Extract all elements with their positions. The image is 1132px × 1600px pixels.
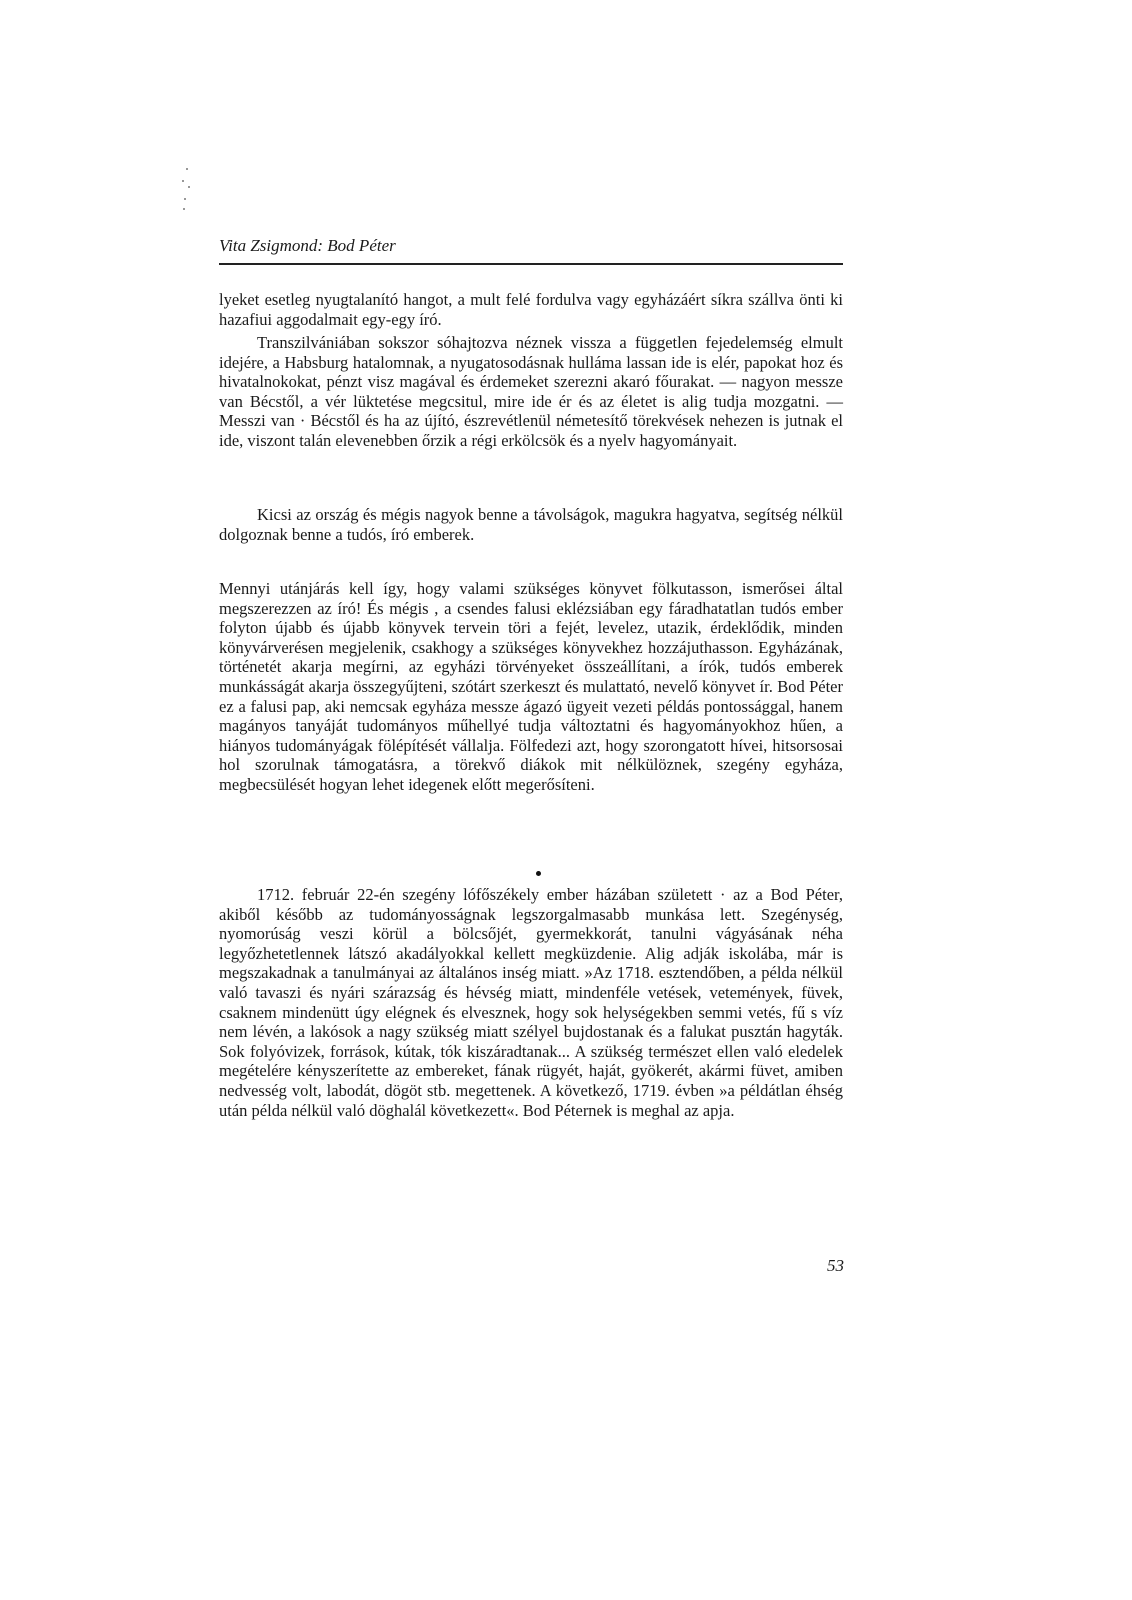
ink-dot xyxy=(536,871,541,876)
paragraph-4: Mennyi utánjárás kell így, hogy valami szükséges könyvet fölkutasson, ismerősei által megszerezzen az író! És mégis , a csendes falusi eklézsiában egy fáradhatatlan tudós ember folyton újabb és újabb könyvek tervein töri a fejét, levelez, utazik, érdeklődik, minden könyvárverésen megjelenik, csakhogy a szükséges könyvekhez hozzájuthasson. Egyházának, történetét akarja megírni, az egyházi törvényeket összeállítani, a írók, tudós emberek munkásságát akarja összegyűjteni, szótárt szerkeszt és mulattató, nevelő könyvet ír. Bod Péter ez a falusi pap, aki nemcsak egyháza messze ágazó ügyeit vezeti példás pontossággal, hanem magányos tanyáját tudományos műhellyé tudja változtatni és hagyományokhoz hűen, a hiányos tudományágak fölépítését vállalja. Fölfedezi azt, hogy szorongatott hívei, hitsorsosai hol szorulnak támogatásra, a törekvő diákok mit nélkülöznek, szegény egyháza, megbecsülését hogyan lehet idegenek előtt megerősíteni. xyxy=(219,579,843,794)
page-number: 53 xyxy=(827,1256,844,1275)
paragraph-2: Transzilvániában sokszor sóhajtozva néznek vissza a független fejedelemség elmult idejére, a Habsburg hatalomnak, a nyugatosodásnak hulláma lassan ide is elér, papokat hoz és hivatalnokokat, pénzt visz magával és érdemeket szerezni akaró főurakat. — nagyon messze van Bécstől, a vér lüktetése megcsitul, mire ide ér és az életet is alig tudja mozgatni. — Messzi van · Bécstől és ha az újító, észrevétlenül németesítő törekvések nehezen is jutnak el ide, viszont talán elevenebben őrzik a régi erkölcsök és a nyelv hagyományait. xyxy=(219,333,843,450)
paragraph-1: lyeket esetleg nyugtalanító hangot, a mult felé fordulva vagy egyházáért síkra szállva önti ki hazafiui aggodalmait egy-egy író. xyxy=(219,290,843,329)
running-title: Vita Zsigmond: Bod Péter xyxy=(219,236,396,255)
header-rule xyxy=(219,263,843,265)
paragraph-5: 1712. február 22-én szegény lófőszékely ember házában született · az a Bod Péter, akiből később az tudományosságnak legszorgalmasabb munkása lett. Szegénység, nyomorúság veszi körül a bölcsőjét, gyermekkorát, tanulni vágyásának néha legyőzhetetlennek látszó akadályokkal kellett megküzdenie. Alig adják iskolába, már is megszakadnak a tanulmányai az általános inség miatt. »Az 1718. esztendőben, a példa nélkül való tavaszi és nyári szárazság és hévség miatt, mindenféle vetések, vetemények, füvek, csaknem mindenütt úgy elégnek és elvesznek, hogy sok helységekben semmi vetés, fű s víz nem lévén, a lakósok a nagy szükség miatt szélyel bujdostanak és a falukat pusztán hagyták. Sok folyóvizek, források, kútak, tók kiszáradtanak... A szükség természet ellen való eledelek megételére kényszerítette az embereket, fának rügyét, haját, gyökerét, akármi füvet, amiben nedvesség volt, labodát, dögöt stb. megettenek. A következő, 1719. évben »a példátlan éhség után példa nélkül való döghalál következett«. Bod Péternek is meghal az apja. xyxy=(219,885,843,1120)
paragraph-3: Kicsi az ország és mégis nagyok benne a távolságok, magukra hagyatva, segítség nélkül dolgoznak benne a tudós, író emberek. xyxy=(219,505,843,544)
scan-speck xyxy=(180,168,194,212)
